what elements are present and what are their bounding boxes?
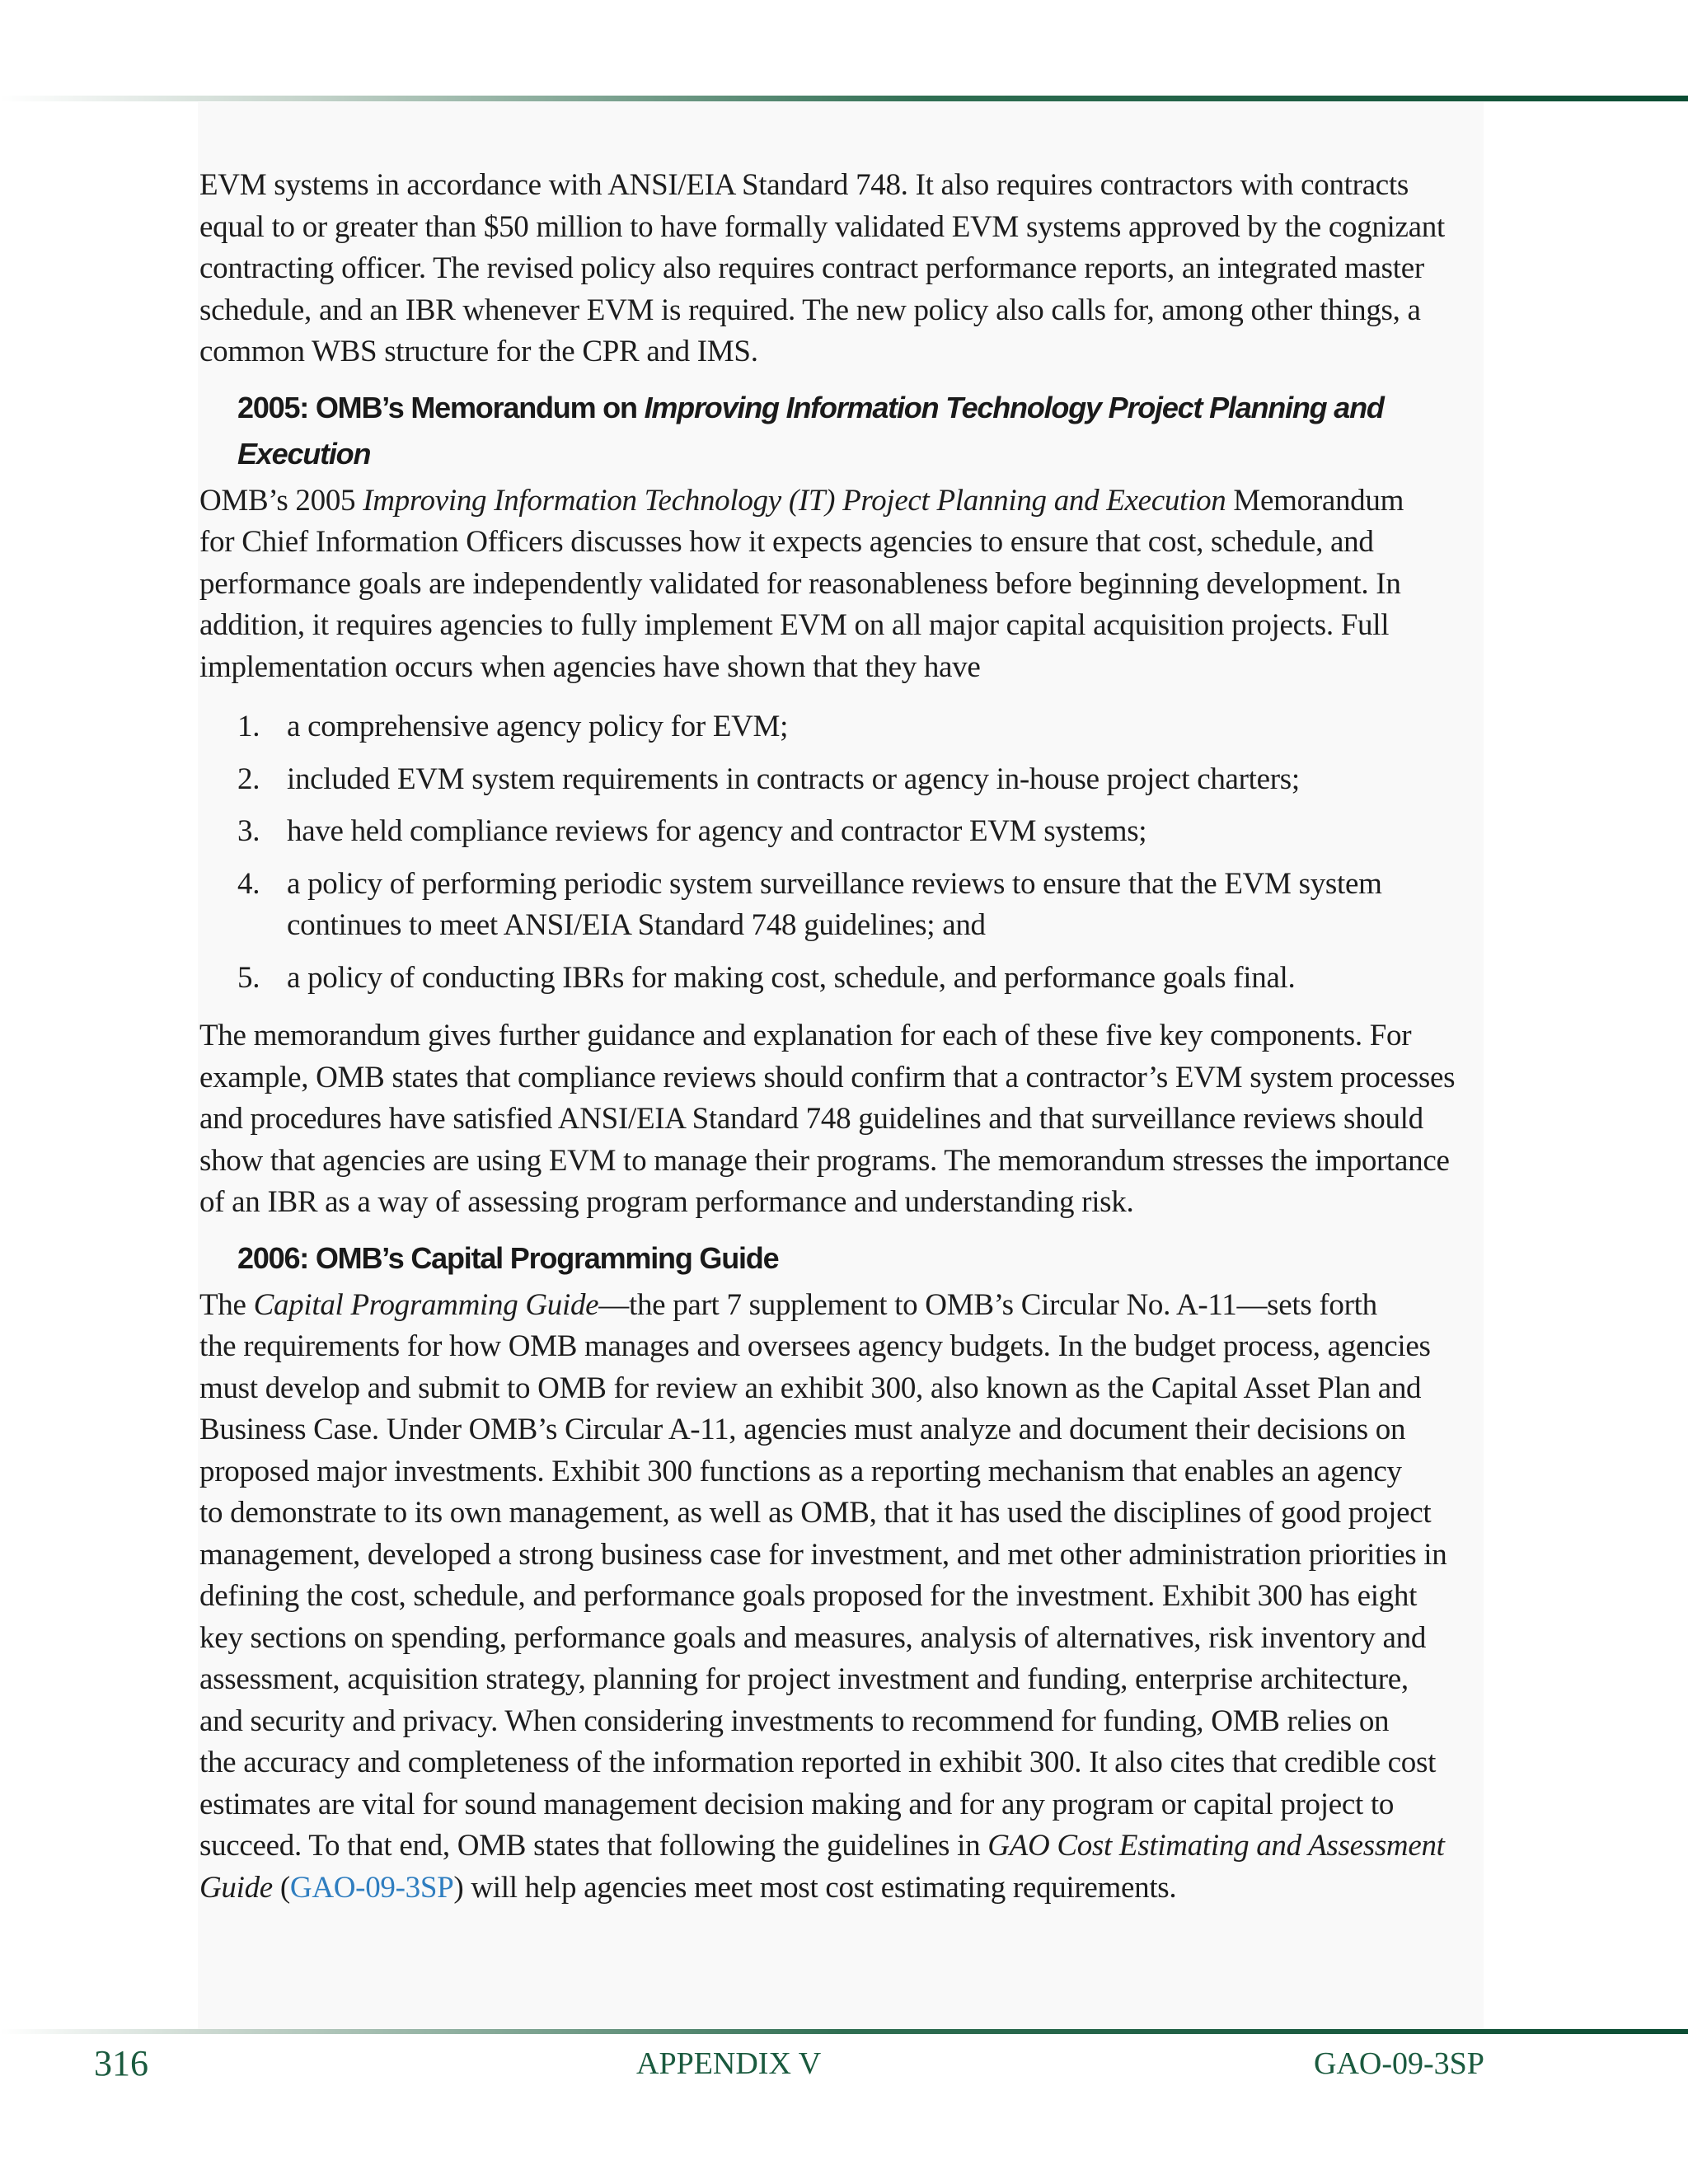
list-number: 3.: [237, 814, 260, 848]
list-number: 2.: [237, 762, 260, 796]
text-line: and procedures have satisfied ANSI/EIA Standard 748 guidelines and that surveillance reviews should: [199, 1102, 1423, 1136]
page-number: 316: [94, 2043, 148, 2083]
text-line: implementation occurs when agencies have shown that they have: [199, 649, 981, 684]
memo-title: Improving Information Technology (IT) Project Planning and Execution: [363, 483, 1226, 518]
section-heading-2005: [237, 385, 1485, 477]
text-line: ) will help agencies meet most cost estimating requirements.: [453, 1870, 1177, 1905]
paragraph-capital-programming-guide: [199, 1285, 1485, 1910]
list-number: 5.: [237, 960, 260, 995]
footer-section: APPENDIX V: [636, 2046, 822, 2081]
text-line: (: [272, 1870, 290, 1905]
text-line: to demonstrate to its own management, as well as OMB, that it has used the disciplines of good project: [199, 1496, 1432, 1530]
text-line: management, developed a strong business case for investment, and met other administration priorities in: [199, 1537, 1447, 1572]
section-heading-2006: [237, 1235, 1485, 1282]
list-number: 1.: [237, 710, 260, 743]
text-line: and security and privacy. When considering investments to recommend for funding, OMB relies on: [199, 1704, 1390, 1738]
text-line: assessment, acquisition strategy, planning for project investment and funding, enterprise architecture,: [199, 1662, 1409, 1696]
text-line: the accuracy and completeness of the information reported in exhibit 300. It also cites that credible cost: [199, 1746, 1437, 1779]
paragraph-omb-2005-memo: [199, 480, 1485, 689]
text-line: —the part 7 supplement to OMB’s Circular No. A-11—sets forth: [598, 1287, 1377, 1322]
numbered-list: [237, 706, 1485, 999]
text-line: equal to or greater than $50 million to have formally validated EVM systems approved by the cognizant: [199, 209, 1445, 244]
text-line: Memorandum: [1226, 483, 1404, 518]
list-item: [237, 706, 1485, 748]
text-line: contracting officer. The revised policy also requires contract performance reports, an integrated master: [199, 251, 1424, 285]
cost-guide-title-cont: Guide: [199, 1870, 273, 1905]
text-line: must develop and submit to OMB for review an exhibit 300, also known as the Capital Asset Plan and: [199, 1371, 1422, 1405]
list-item: [237, 811, 1485, 853]
text-line: OMB’s 2005: [199, 483, 363, 518]
list-text: have held compliance reviews for agency and contractor EVM systems;: [287, 814, 1147, 848]
cost-guide-title: GAO Cost Estimating and Assessment: [987, 1829, 1445, 1863]
heading-text: 2006: OMB’s Capital Programming Guide: [237, 1240, 779, 1275]
text-line: The memorandum gives further guidance and explanation for each of these five key components. For: [199, 1019, 1412, 1052]
list-text: a policy of conducting IBRs for making cost, schedule, and performance goals final.: [287, 960, 1296, 995]
bottom-rule: [0, 2029, 1688, 2034]
list-item: [237, 864, 1485, 947]
text-line: The: [199, 1287, 254, 1322]
list-item: [237, 958, 1485, 1000]
text-line: key sections on spending, performance goals and measures, analysis of alternatives, risk inventory and: [199, 1620, 1427, 1655]
list-item: [237, 759, 1485, 801]
list-text: [287, 864, 1485, 947]
text-line: estimates are vital for sound management decision making and for any program or capital project to: [199, 1787, 1395, 1821]
heading-italic-title: Improving Information Technology Project Planning and: [644, 390, 1384, 424]
text-line: schedule, and an IBR whenever EVM is required. The new policy also calls for, among other things, a: [199, 293, 1421, 327]
text-line: show that agencies are using EVM to manage their programs. The memorandum stresses the importance: [199, 1143, 1450, 1178]
gao-report-link[interactable]: GAO-09-3SP: [289, 1870, 454, 1905]
footer-report-id: GAO-09-3SP: [1314, 2046, 1484, 2081]
list-text: a comprehensive agency policy for EVM;: [287, 710, 789, 743]
heading-prefix: 2005: OMB’s Memorandum on: [237, 390, 645, 424]
text-line: addition, it requires agencies to fully implement EVM on all major capital acquisition projects. Full: [199, 608, 1390, 642]
text-line: of an IBR as a way of assessing program performance and understanding risk.: [199, 1185, 1134, 1219]
page-footer: [0, 2036, 1688, 2085]
text-line: succeed. To that end, OMB states that following the guidelines in: [199, 1829, 988, 1863]
guide-title: Capital Programming Guide: [253, 1287, 599, 1322]
top-rule: [0, 96, 1688, 101]
text-line: example, OMB states that compliance reviews should confirm that a contractor’s EVM system processes: [199, 1060, 1456, 1094]
list-text-line: a policy of performing periodic system surveillance reviews to ensure that the EVM system: [287, 866, 1382, 901]
list-text-line: continues to meet ANSI/EIA Standard 748 guidelines; and: [287, 908, 986, 942]
text-line: defining the cost, schedule, and performance goals proposed for the investment. Exhibit 300 has eight: [199, 1579, 1418, 1613]
text-line: the requirements for how OMB manages and oversees agency budgets. In the budget process, agencies: [199, 1329, 1431, 1363]
text-line: common WBS structure for the CPR and IMS.: [199, 335, 758, 368]
list-text: included EVM system requirements in contracts or agency in-house project charters;: [287, 762, 1300, 796]
paragraph-memo-guidance: [199, 1015, 1485, 1224]
text-line: for Chief Information Officers discusses how it expects agencies to ensure that cost, schedule, and: [199, 525, 1374, 559]
paragraph-evm-policy: [199, 165, 1485, 373]
text-line: Business Case. Under OMB’s Circular A-11, agencies must analyze and document their decisions on: [199, 1413, 1406, 1446]
text-line: EVM systems in accordance with ANSI/EIA Standard 748. It also requires contractors with contracts: [199, 168, 1409, 202]
page-content: [199, 165, 1485, 1909]
list-number: 4.: [237, 866, 260, 901]
text-line: proposed major investments. Exhibit 300 functions as a reporting mechanism that enables an agency: [199, 1454, 1402, 1488]
heading-italic-title-cont: Execution: [237, 436, 371, 471]
text-line: performance goals are independently validated for reasonableness before beginning development. In: [199, 566, 1401, 601]
